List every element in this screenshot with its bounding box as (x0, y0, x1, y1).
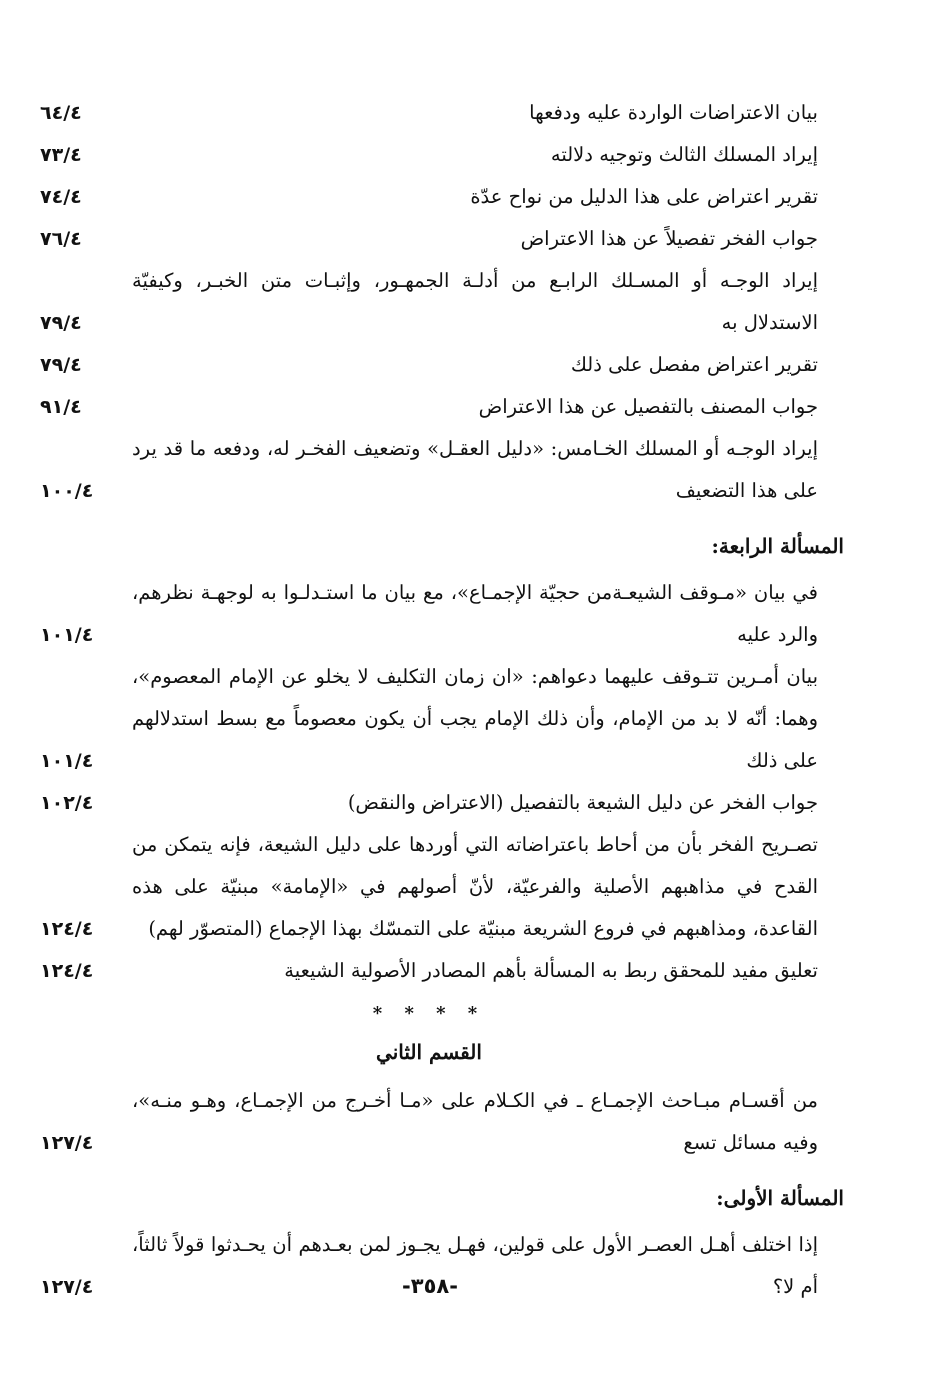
page-number: -٣٥٨- (402, 1274, 458, 1298)
index-entry (40, 344, 818, 386)
entry-text: تصـريح الفخر بأن من أحاط باعتراضاته التي أوردها على دليل الشيعة، فإنه يتمكن من القدح في مذاهبهم الأصلية والفرعيّة، لأنّ أصولهم في «الإمامة» مبنيّة على هذه القاعدة، ومذاهبهم في فروع الشريعة مبنيّة على التمسّك بهذا الإجماع (المتصوّر لهم) (132, 833, 818, 940)
entry-ref: ١٠١/٤ (40, 750, 94, 772)
entry-ref: ١٢٧/٤ (40, 1132, 94, 1154)
index-entry (40, 92, 818, 134)
entry-ref: ٩١/٤ (40, 396, 82, 418)
entry-text: بيان أمـرين تتـوقف عليهما دعواهم: «ان زمان التكليف لا يخلو عن الإمام المعصوم»، وهما: أنّه لا بد من الإمام، وأن ذلك الإمام يجب أن يكون معصوماً مع بسط استدلالهم على ذلك (132, 665, 818, 772)
entry-text: من أقسـام مبـاحث الإجمـاع ـ في الكـلام على «مـا أخـرج من الإجمـاع، وهـو منـه»، وفيه مسائل تسع (132, 1089, 818, 1154)
entry-ref: ٧٤/٤ (40, 186, 82, 208)
entry-text: بيان الاعتراضات الواردة عليه ودفعها (529, 101, 818, 124)
entry-text: إيراد الوجـه أو المسـلك الرابـع من أدلـة الجمهـور، وإثبـات متن الخبـر، وكيفيّة الاستدلال به (132, 269, 818, 334)
index-entry (40, 176, 818, 218)
entry-ref: ٧٣/٤ (40, 144, 82, 166)
entry-text: جواب المصنف بالتفصيل عن هذا الاعتراض (478, 395, 818, 418)
index-entry (40, 824, 818, 950)
index-entry (40, 134, 818, 176)
index-entry (40, 782, 818, 824)
entry-text: جواب الفخر عن دليل الشيعة بالتفصيل (الاعتراض والنقض) (347, 791, 818, 814)
section-heading: المسألة الرابعة: (711, 534, 844, 558)
index-block-part-2 (40, 1080, 818, 1164)
entry-ref: ٧٩/٤ (40, 312, 82, 334)
index-page (40, 92, 844, 1308)
entry-text: إذا اختلف أهـل العصـر الأول على قولين، فهـل يجـوز لمن بعـدهم أن يحـدثوا قولاً ثالثاً، أم لا؟ (132, 1233, 818, 1298)
entry-ref: ٧٦/٤ (40, 228, 82, 250)
section-heading: المسألة الأولى: (716, 1186, 844, 1210)
entry-ref: ١٢٤/٤ (40, 960, 94, 982)
entry-ref: ٦٤/٤ (40, 102, 82, 124)
index-entry (40, 950, 818, 992)
entry-ref: ٧٩/٤ (40, 354, 82, 376)
entry-ref: ١٠٠/٤ (40, 480, 94, 502)
index-block-section-4 (40, 572, 818, 992)
section-separator-stars: * * * * (372, 1003, 486, 1024)
index-entry (40, 1080, 818, 1164)
index-entry (40, 428, 818, 512)
entry-text: في بيان «مـوقف الشيعـةمن حجيّة الإجمـاع»، مع بيان ما استـدلـوا به لوجهـة نظرهم، والرد عليه (132, 581, 818, 646)
entry-text: إيراد المسلك الثالث وتوجيه دلالته (550, 143, 818, 166)
entry-ref: ١٠٢/٤ (40, 792, 94, 814)
entry-ref: ١٢٤/٤ (40, 918, 94, 940)
index-entry (40, 656, 818, 782)
entry-text: إيراد الوجـه أو المسلك الخـامس: «دليل العقـل» وتضعيف الفخـر له، ودفعه ما قد يرد على هذا التضعيف (132, 437, 818, 502)
part-title: القسم الثاني (376, 1040, 482, 1064)
entry-text: جواب الفخر تفصيلاً عن هذا الاعتراض (520, 227, 818, 250)
index-block-1 (40, 92, 818, 512)
entry-ref: ١٢٧/٤ (40, 1276, 94, 1298)
entry-text: تقرير اعتراض على هذا الدليل من نواح عدّة (470, 185, 818, 208)
index-entry (40, 218, 818, 260)
entry-ref: ١٠١/٤ (40, 624, 94, 646)
entry-text: تقرير اعتراض مفصل على ذلك (570, 353, 818, 376)
index-entry (40, 386, 818, 428)
index-entry (40, 260, 818, 344)
entry-text: تعليق مفيد للمحقق ربط به المسألة بأهم المصادر الأصولية الشيعية (284, 959, 818, 982)
index-entry (40, 572, 818, 656)
